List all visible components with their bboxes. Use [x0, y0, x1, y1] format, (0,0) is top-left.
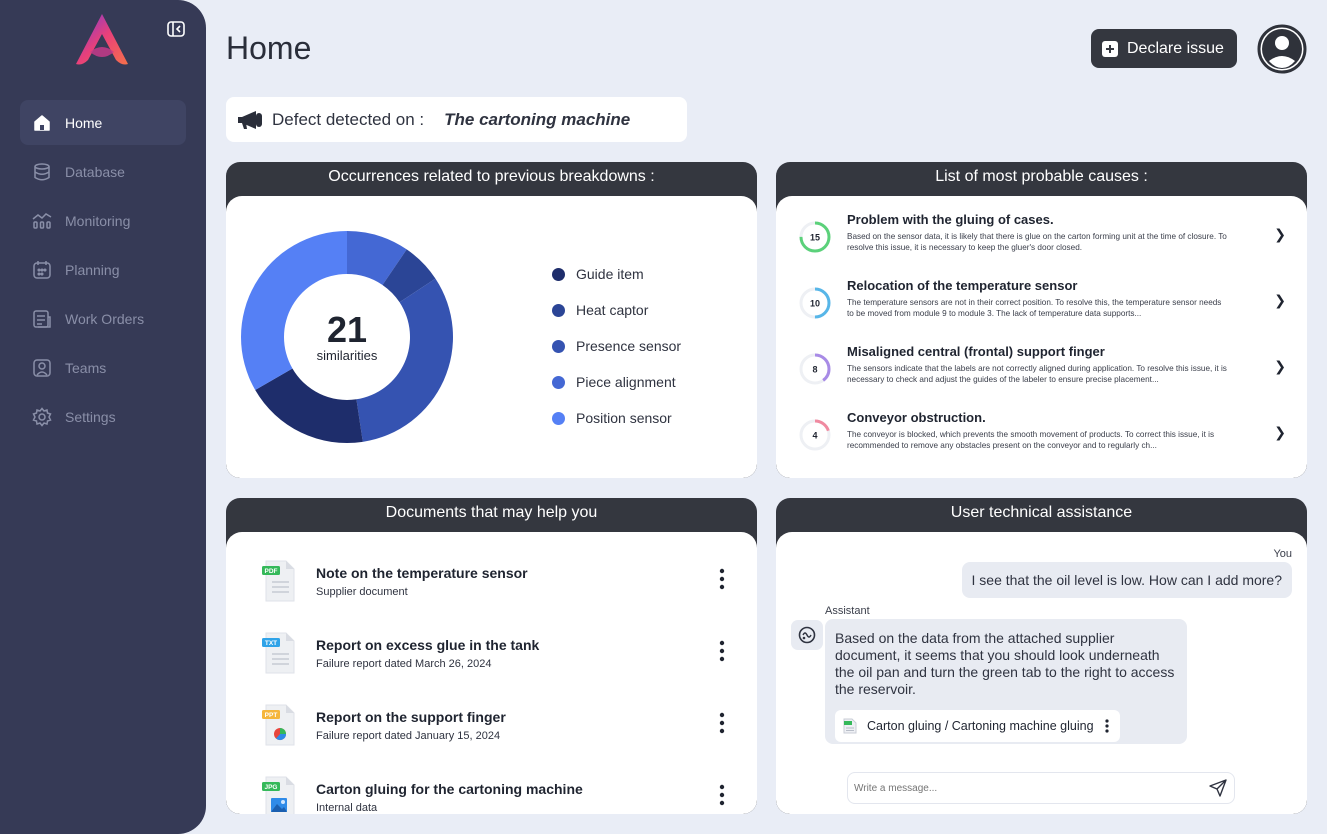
file-type-label: PDF — [264, 568, 278, 575]
cause-score-ring — [798, 418, 832, 452]
work-orders-icon — [32, 309, 52, 329]
document-title: Note on the temperature sensor — [316, 565, 528, 581]
attachment-name: Carton gluing / Cartoning machine gluing — [867, 718, 1094, 733]
cause-item[interactable] — [798, 212, 1286, 268]
cause-title: Misaligned central (frontal) support finger — [847, 344, 1105, 359]
causes-body — [776, 196, 1307, 478]
breakdowns-body — [226, 196, 757, 478]
legend-item — [552, 364, 681, 400]
assistance-panel — [776, 498, 1307, 814]
gear-icon — [32, 407, 52, 427]
jpg-file-icon — [260, 776, 296, 814]
pdf-file-icon — [260, 560, 296, 602]
document-title: Carton gluing for the cartoning machine — [316, 781, 583, 797]
legend-label: Position sensor — [576, 410, 672, 426]
legend-dot — [552, 268, 565, 281]
assistant-brain-icon — [791, 620, 823, 650]
cause-score-ring — [798, 352, 832, 386]
app-logo — [72, 12, 132, 68]
similarities-count: 21 — [326, 308, 368, 350]
cause-score: 15 — [809, 232, 821, 243]
sidebar-item-label: Planning — [65, 261, 120, 278]
documents-title: Documents that may help you — [385, 504, 598, 521]
sidebar-item-label: Database — [65, 163, 125, 180]
collapse-sidebar-icon[interactable] — [166, 20, 186, 38]
page-title: Home — [226, 30, 312, 66]
document-item[interactable] — [260, 560, 730, 610]
causes-panel — [776, 162, 1307, 478]
assistance-title: User technical assistance — [950, 504, 1133, 521]
sheet-file-icon — [843, 718, 857, 734]
cause-score-ring — [798, 286, 832, 320]
legend-dot — [552, 340, 565, 353]
sidebar-item-database[interactable] — [20, 149, 186, 194]
legend-label: Presence sensor — [576, 338, 682, 354]
monitoring-icon — [32, 211, 52, 231]
sidebar-item-label: Teams — [65, 359, 107, 376]
documents-body — [226, 532, 757, 814]
chevron-right-icon: ❯ — [1274, 358, 1286, 374]
defect-banner — [226, 97, 687, 142]
sidebar-item-work-orders[interactable] — [20, 296, 186, 341]
declare-issue-label: Declare issue — [1127, 39, 1224, 57]
breakdowns-title: Occurrences related to previous breakdowns : — [328, 168, 655, 185]
sidebar-item-monitoring[interactable] — [20, 198, 186, 243]
more-options-icon[interactable] — [716, 568, 728, 590]
sidebar-item-label: Settings — [65, 408, 116, 425]
avatar[interactable] — [1257, 24, 1307, 74]
cause-title: Conveyor obstruction. — [847, 410, 986, 425]
legend-label: Piece alignment — [576, 374, 676, 390]
sidebar-item-label: Monitoring — [65, 212, 131, 229]
legend-item — [552, 292, 681, 328]
defect-machine: The cartoning machine — [444, 109, 631, 129]
sidebar-item-label: Work Orders — [65, 310, 145, 327]
document-subtitle: Failure report dated March 26, 2024 — [316, 658, 492, 670]
file-fold — [286, 777, 294, 785]
sidebar-item-settings[interactable] — [20, 394, 186, 439]
document-title: Report on excess glue in the tank — [316, 637, 540, 653]
cause-score: 4 — [812, 430, 818, 441]
cause-description: The conveyor is blocked, which prevents the smooth movement of products. To correct this issue, it is recommended to remove any obstacles present on the conveyor and to regularly ch... — [847, 430, 1215, 450]
chevron-right-icon: ❯ — [1274, 424, 1286, 440]
causes-title: List of most probable causes : — [935, 168, 1148, 185]
cause-title: Relocation of the temperature sensor — [847, 278, 1078, 293]
megaphone-icon — [236, 109, 264, 131]
legend-dot — [552, 304, 565, 317]
legend-dot — [552, 412, 565, 425]
donut-slice — [356, 279, 453, 442]
sidebar-item-label: Home — [65, 114, 103, 131]
cause-description: The sensors indicate that the labels are not correctly aligned during application. To resolve this issue, it is necessary to check and adjust the guides of the labeler to ensure precise placement... — [847, 364, 1227, 384]
cause-score: 10 — [809, 298, 821, 309]
chat-body — [776, 532, 1307, 814]
ppt-file-icon — [260, 704, 296, 746]
breakdowns-panel — [226, 162, 757, 478]
document-title: Report on the support finger — [316, 709, 506, 725]
document-item[interactable] — [260, 776, 730, 814]
donut-chart — [240, 230, 454, 444]
user-message: I see that the oil level is low. How can I add more? — [962, 562, 1293, 598]
document-subtitle: Failure report dated January 15, 2024 — [316, 730, 501, 742]
chevron-right-icon: ❯ — [1274, 226, 1286, 242]
you-label: You — [1273, 548, 1292, 560]
document-item[interactable] — [260, 704, 730, 754]
more-options-icon[interactable] — [1102, 719, 1112, 733]
more-options-icon[interactable] — [716, 784, 728, 806]
sidebar — [0, 0, 206, 834]
legend-item — [552, 256, 681, 292]
plus-icon — [1102, 41, 1118, 57]
cause-item[interactable] — [798, 344, 1286, 400]
chart-legend — [552, 256, 681, 436]
home-icon — [32, 113, 52, 133]
similarities-label: similarities — [316, 347, 378, 363]
teams-icon — [32, 358, 52, 378]
file-fold — [286, 705, 294, 713]
txt-file-icon — [260, 632, 296, 674]
send-icon[interactable] — [1209, 779, 1227, 797]
file-fold — [286, 561, 294, 569]
cause-item[interactable] — [798, 278, 1286, 334]
more-options-icon[interactable] — [716, 712, 728, 734]
cause-item[interactable] — [798, 410, 1286, 466]
legend-label: Guide item — [576, 266, 644, 282]
file-fold — [286, 633, 294, 641]
calendar-icon — [32, 260, 52, 280]
database-icon — [32, 162, 52, 182]
file-type-label: TXT — [264, 640, 278, 647]
file-type-label: JPG — [264, 784, 278, 791]
assistant-message — [825, 619, 1187, 744]
legend-label: Heat captor — [576, 302, 649, 318]
sidebar-nav — [20, 100, 186, 443]
legend-dot — [552, 376, 565, 389]
assistant-label: Assistant — [825, 605, 870, 617]
cause-title: Problem with the gluing of cases. — [847, 212, 1054, 227]
cause-description: Based on the sensor data, it is likely that there is glue on the carton forming unit at the time of closure. To resolve this issue, it is necessary to keep the gluer's door closed. — [847, 232, 1227, 252]
image-sun — [281, 800, 285, 804]
legend-item — [552, 328, 681, 364]
cause-description: The temperature sensors are not in their correct position. To resolve this, the temperature sensor needs to be moved from module 9 to module 3. The lack of temperature data supports... — [847, 298, 1222, 318]
cause-score-ring — [798, 220, 832, 254]
more-options-icon[interactable] — [716, 640, 728, 662]
sidebar-item-home[interactable] — [20, 100, 186, 145]
sidebar-item-teams[interactable] — [20, 345, 186, 390]
legend-item — [552, 400, 681, 436]
defect-label: Defect detected on : — [272, 109, 425, 129]
chevron-right-icon: ❯ — [1274, 292, 1286, 308]
declare-issue-button[interactable] — [1091, 29, 1237, 68]
attachment-chip[interactable] — [835, 710, 1120, 742]
document-subtitle: Supplier document — [316, 586, 408, 598]
document-subtitle: Internal data — [316, 802, 378, 814]
sidebar-item-planning[interactable] — [20, 247, 186, 292]
document-item[interactable] — [260, 632, 730, 682]
file-type-label: PPT — [264, 712, 278, 719]
donut-slice — [241, 231, 347, 390]
documents-panel — [226, 498, 757, 814]
assistant-message-text: Based on the data from the attached supplier document, it seems that you should look underneath the oil pan and turn the green tab to the right to access the reservoir. — [835, 630, 1175, 697]
cause-score: 8 — [812, 364, 818, 375]
message-input[interactable] — [847, 772, 1235, 804]
